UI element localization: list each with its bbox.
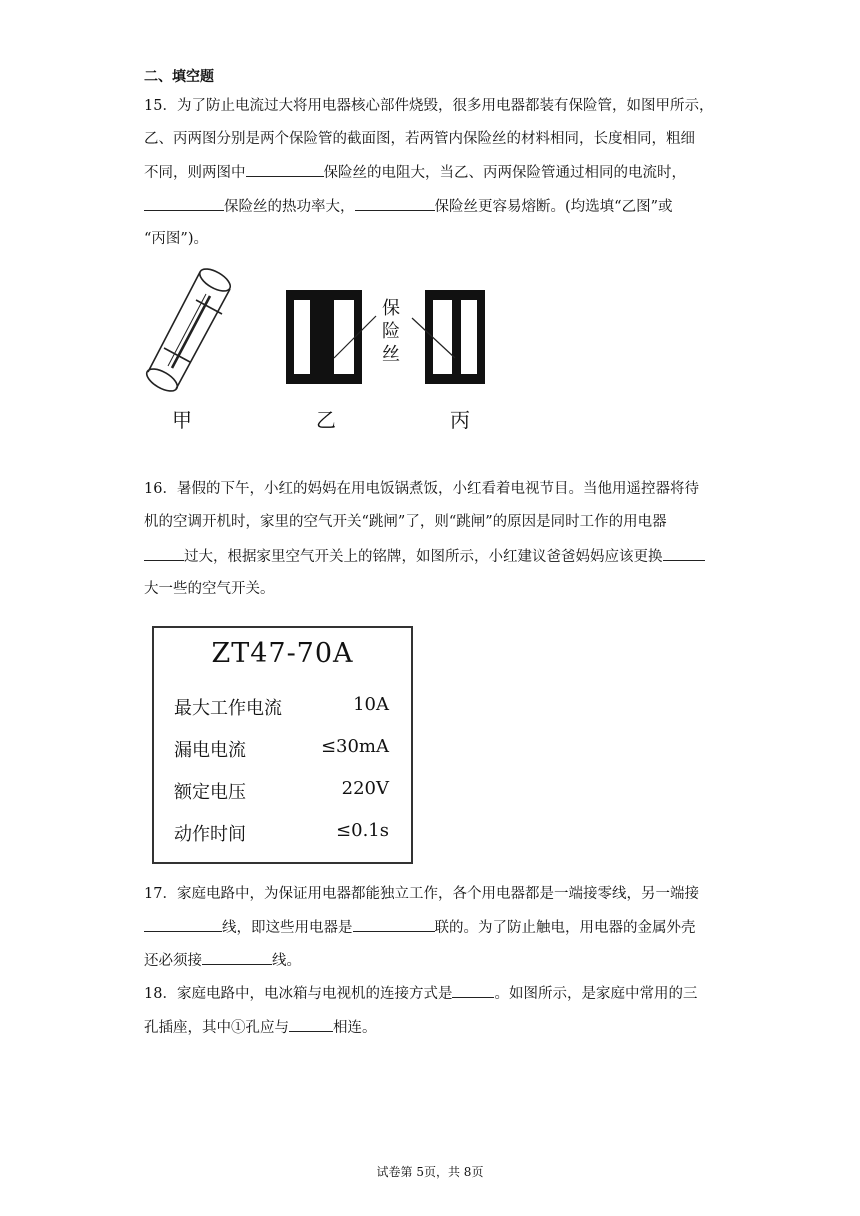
- q15-line-5: “丙图”)。: [144, 231, 208, 247]
- nameplate-key: 漏电电流: [174, 740, 246, 761]
- nameplate-value: 220V: [341, 778, 389, 799]
- q15-line-1: 15．为了防止电流过大将用电器核心部件烧毁，很多用电器都装有保险管，如图甲所示，: [144, 98, 714, 114]
- q15-line-2: 乙、丙两图分别是两个保险管的截面图，若两管内保险丝的材料相同，长度相同，粗细: [144, 131, 695, 147]
- fuse-wire-label-char: 丝: [382, 344, 400, 365]
- q15-line-4: [144, 196, 672, 217]
- q16-text: 过大，根据家里空气开关上的铭牌，如图所示，小红建议爸爸妈妈应该更换: [184, 549, 663, 565]
- nameplate-key: 额定电压: [174, 782, 246, 803]
- nameplate-key: 最大工作电流: [174, 698, 282, 719]
- q15-text: 不同，则两图中: [144, 165, 246, 181]
- nameplate-row: [174, 736, 389, 762]
- q17-blank-1[interactable]: [144, 917, 222, 932]
- nameplate-row: [174, 778, 389, 804]
- nameplate-row: [174, 694, 389, 720]
- q17-blank-3[interactable]: [202, 950, 272, 965]
- circuit-breaker-nameplate: [152, 626, 413, 864]
- q17-text: 线。: [272, 953, 301, 969]
- section-title: 二、填空题: [144, 69, 214, 85]
- q18-text: 。如图所示，是家庭中常用的三: [494, 986, 698, 1002]
- q18-text: 18．家庭电路中，电冰箱与电视机的连接方式是: [144, 986, 453, 1002]
- q18-text: 孔插座，其中①孔应与: [144, 1020, 289, 1036]
- fuse-wire-label-char: 险: [382, 321, 400, 342]
- q17-text: 联的。为了防止触电，用电器的金属外壳: [434, 920, 696, 936]
- nameplate-value: ≤30mA: [320, 736, 389, 757]
- q15-line-3: [144, 162, 686, 183]
- q17-line-3: [144, 950, 301, 971]
- q17-blank-2[interactable]: [353, 917, 435, 932]
- q18-blank-2[interactable]: [289, 1017, 333, 1032]
- q15-blank-1[interactable]: [246, 162, 324, 177]
- figure-label-bing: 丙: [450, 408, 470, 432]
- figure-label-jia: 甲: [172, 408, 192, 432]
- q18-line-1: [144, 983, 697, 1004]
- nameplate-row: [174, 820, 389, 846]
- nameplate-key: 动作时间: [174, 824, 246, 845]
- q15-text: 保险丝的热功率大，: [224, 199, 355, 215]
- q17-line-2: [144, 917, 696, 938]
- q15-text: 保险丝的电阻大，当乙、丙两保险管通过相同的电流时，: [323, 165, 686, 181]
- fuse-tube-figure: [140, 262, 240, 397]
- q17-line-1: 17．家庭电路中，为保证用电器都能独立工作，各个用电器都是一端接零线，另一端接: [144, 886, 699, 902]
- nameplate-value: 10A: [353, 694, 389, 715]
- q17-text: 还必须接: [144, 953, 202, 969]
- q18-text: 相连。: [333, 1020, 377, 1036]
- q18-line-2: [144, 1017, 377, 1038]
- q15-text: 保险丝更容易熔断。(均选填“乙图”或: [434, 199, 673, 215]
- q16-line-2: 机的空调开机时，家里的空气开关“跳闸”了，则“跳闸”的原因是同时工作的用电器: [144, 514, 667, 530]
- q16-line-3: [144, 546, 705, 567]
- figure-label-yi: 乙: [316, 408, 336, 432]
- fuse-wire-label-char: 保: [382, 298, 400, 319]
- q15-blank-3[interactable]: [355, 196, 435, 211]
- fuse-wire-label: [382, 297, 400, 366]
- q16-blank-1[interactable]: [144, 546, 184, 561]
- q15-blank-2[interactable]: [144, 196, 224, 211]
- q17-text: 线，即这些用电器是: [222, 920, 353, 936]
- nameplate-model: ZT47-70A: [211, 638, 354, 669]
- nameplate-value: ≤0.1s: [336, 820, 389, 841]
- q16-line-1: 16．暑假的下午，小红的妈妈在用电饭锅煮饭，小红看着电视节目。当他用遥控器将待: [144, 481, 699, 497]
- q16-line-4: 大一些的空气开关。: [144, 581, 275, 597]
- q18-blank-1[interactable]: [452, 983, 494, 998]
- q16-blank-2[interactable]: [663, 546, 705, 561]
- page-footer: 试卷第 5页，共 8页: [376, 1165, 484, 1179]
